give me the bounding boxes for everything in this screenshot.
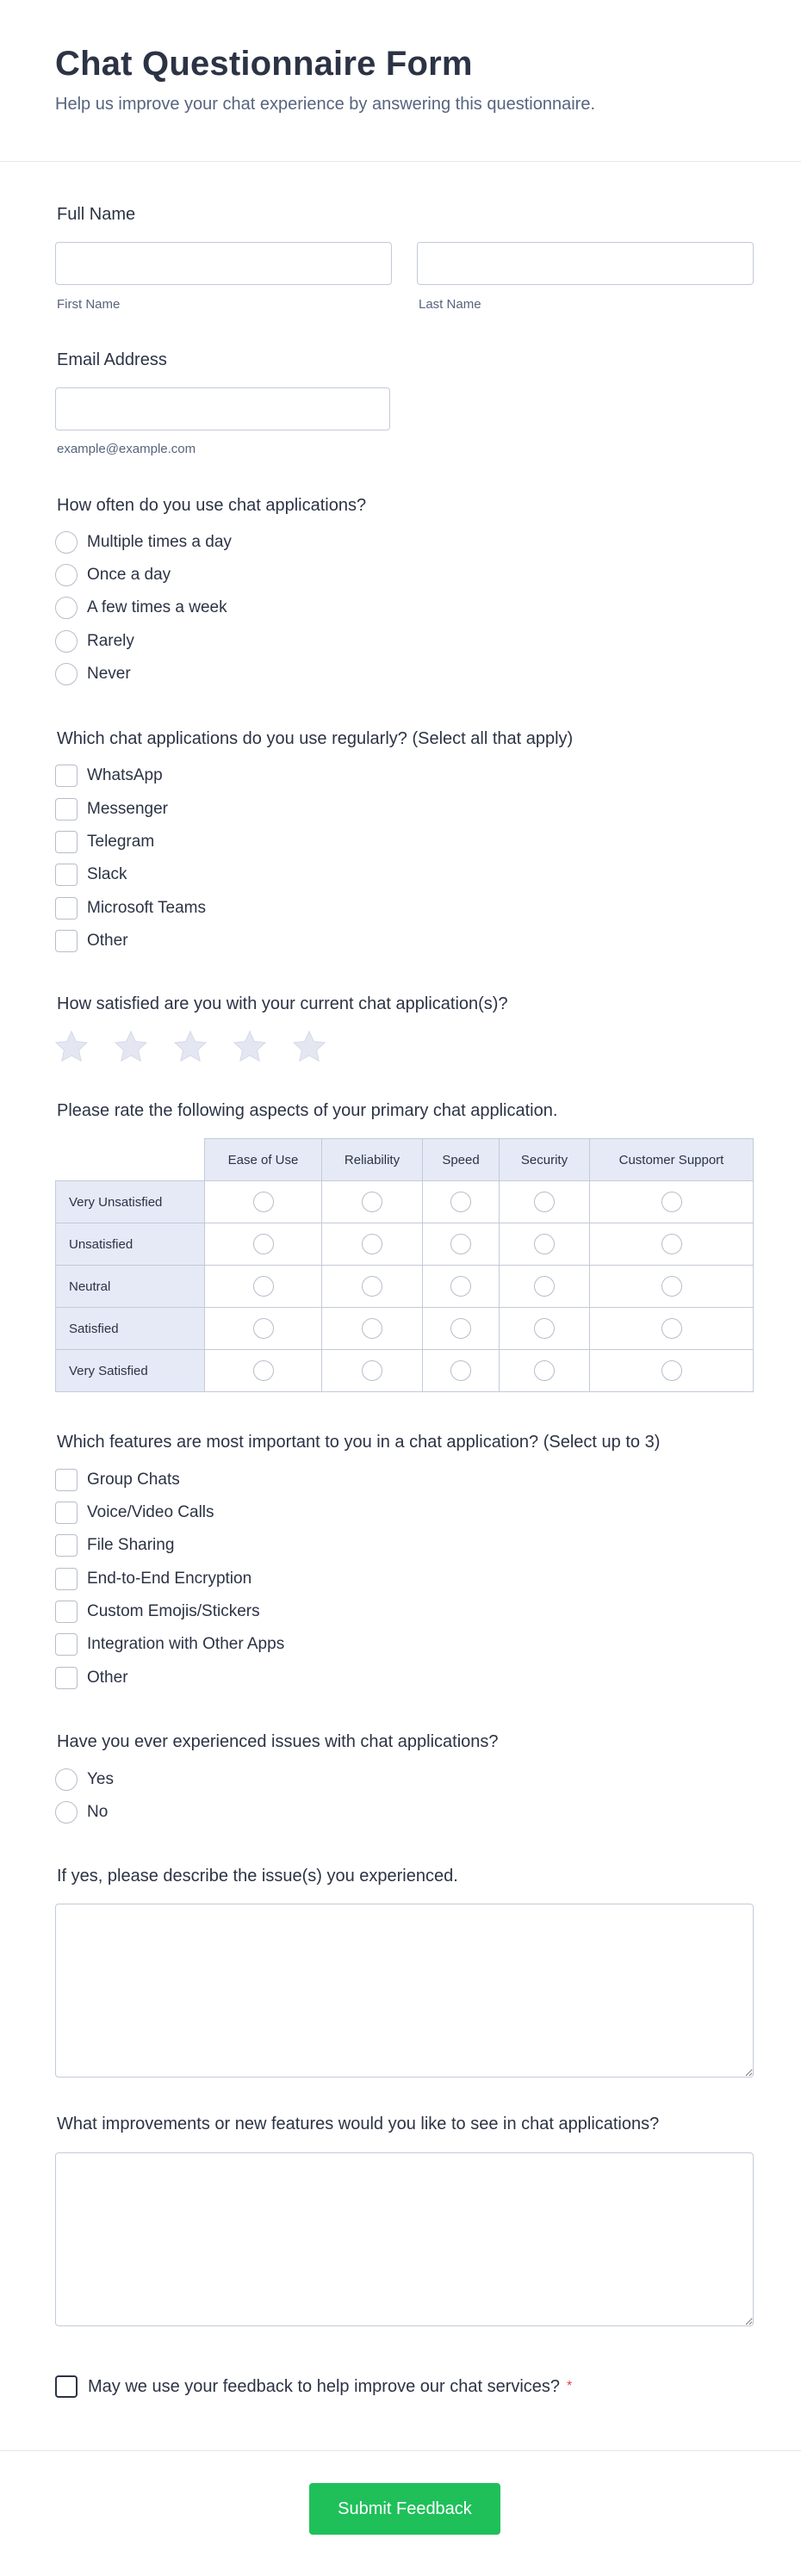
matrix-radio[interactable] [534, 1360, 555, 1381]
issue-description-textarea[interactable] [55, 1904, 754, 2078]
checkbox[interactable] [55, 765, 78, 787]
radio-button[interactable] [55, 597, 78, 619]
form-subtitle: Help us improve your chat experience by answering this questionnaire. [55, 95, 596, 114]
checkbox[interactable] [55, 1667, 78, 1689]
matrix-radio[interactable] [253, 1360, 274, 1381]
option-label: Telegram [87, 833, 155, 851]
rating-matrix [55, 1138, 754, 1392]
matrix-cell [590, 1266, 754, 1308]
matrix-cell [590, 1181, 754, 1223]
satisfaction-question: How satisfied are you with your current chat application(s)? [57, 994, 508, 1013]
matrix-cell [322, 1266, 423, 1308]
option-label: Once a day [87, 566, 171, 584]
option-label: WhatsApp [87, 766, 163, 784]
matrix-radio[interactable] [362, 1360, 382, 1381]
radio-button[interactable] [55, 1801, 78, 1824]
matrix-cell [423, 1181, 500, 1223]
radio-option[interactable] [55, 1768, 114, 1792]
option-label: End-to-End Encryption [87, 1570, 252, 1588]
radio-button[interactable] [55, 663, 78, 685]
matrix-header-row [56, 1139, 754, 1181]
matrix-radio[interactable] [253, 1192, 274, 1212]
matrix-row-header: Neutral [56, 1266, 205, 1308]
matrix-radio[interactable] [253, 1276, 274, 1297]
matrix-question: Please rate the following aspects of your primary chat application. [57, 1101, 558, 1120]
email-label: Email Address [57, 350, 167, 369]
matrix-radio[interactable] [450, 1318, 471, 1339]
issue-description-label: If yes, please describe the issue(s) you experienced. [57, 1867, 458, 1886]
matrix-cell [500, 1223, 590, 1266]
matrix-radio[interactable] [362, 1234, 382, 1254]
matrix-row-header: Satisfied [56, 1308, 205, 1350]
features-question: Which features are most important to you in a chat application? (Select up to 3) [57, 1433, 661, 1452]
matrix-radio[interactable] [534, 1192, 555, 1212]
checkbox-option[interactable] [55, 1632, 284, 1656]
matrix-cell [322, 1308, 423, 1350]
checkbox-option[interactable] [55, 1600, 260, 1624]
checkbox-option[interactable] [55, 1567, 251, 1591]
checkbox[interactable] [55, 864, 78, 886]
matrix-column-header: Speed [423, 1139, 500, 1181]
form-title: Chat Questionnaire Form [55, 45, 473, 83]
checkbox[interactable] [55, 1534, 78, 1557]
matrix-radio[interactable] [362, 1192, 382, 1212]
matrix-radio[interactable] [661, 1234, 682, 1254]
matrix-column-header: Customer Support [590, 1139, 754, 1181]
checkbox[interactable] [55, 1469, 78, 1491]
matrix-row [56, 1308, 754, 1350]
matrix-cell [423, 1223, 500, 1266]
option-label: Voice/Video Calls [87, 1503, 214, 1521]
radio-option[interactable] [55, 596, 227, 620]
checkbox-option[interactable] [55, 797, 168, 821]
matrix-radio[interactable] [362, 1276, 382, 1297]
matrix-cell [205, 1223, 322, 1266]
last-name-sublabel: Last Name [419, 297, 481, 312]
radio-button[interactable] [55, 564, 78, 586]
option-label: Never [87, 665, 131, 683]
matrix-radio[interactable] [253, 1318, 274, 1339]
radio-option[interactable] [55, 662, 131, 686]
star-icon[interactable] [54, 1030, 89, 1064]
matrix-cell [322, 1350, 423, 1392]
checkbox[interactable] [55, 1633, 78, 1656]
checkbox[interactable] [55, 1502, 78, 1524]
matrix-cell [205, 1266, 322, 1308]
matrix-cell [590, 1223, 754, 1266]
matrix-cell [500, 1266, 590, 1308]
checkbox[interactable] [55, 1568, 78, 1590]
option-label: File Sharing [87, 1536, 175, 1554]
radio-option[interactable] [55, 629, 134, 653]
improvements-label: What improvements or new features would you like to see in chat applications? [57, 2115, 660, 2133]
submit-button[interactable]: Submit Feedback [309, 2483, 500, 2535]
consent-checkbox[interactable] [55, 2375, 78, 2398]
matrix-cell [500, 1181, 590, 1223]
matrix-radio[interactable] [661, 1276, 682, 1297]
option-label: Microsoft Teams [87, 899, 206, 917]
star-icon[interactable] [292, 1030, 326, 1064]
matrix-cell [205, 1308, 322, 1350]
radio-option[interactable] [55, 530, 232, 554]
checkbox[interactable] [55, 930, 78, 952]
matrix-row [56, 1350, 754, 1392]
consent-label: May we use your feedback to help improve our chat services? [88, 2376, 561, 2396]
matrix-column-header: Reliability [322, 1139, 423, 1181]
matrix-row [56, 1181, 754, 1223]
matrix-cell [500, 1350, 590, 1392]
matrix-cell [500, 1308, 590, 1350]
matrix-cell [322, 1223, 423, 1266]
checkbox-option[interactable] [55, 1666, 128, 1690]
option-label: Other [87, 1669, 128, 1687]
matrix-radio[interactable] [534, 1318, 555, 1339]
matrix-cell [423, 1350, 500, 1392]
checkbox-option[interactable] [55, 929, 128, 953]
required-asterisk: * [567, 2379, 573, 2393]
option-label: Rarely [87, 632, 134, 650]
option-label: Multiple times a day [87, 533, 232, 551]
checkbox-option[interactable] [55, 830, 154, 854]
checkbox-option[interactable] [55, 764, 163, 788]
star-icon[interactable] [233, 1030, 267, 1064]
matrix-radio[interactable] [450, 1360, 471, 1381]
checkbox[interactable] [55, 831, 78, 853]
matrix-column-header: Security [500, 1139, 590, 1181]
footer-divider [0, 2450, 801, 2451]
matrix-row [56, 1266, 754, 1308]
checkbox-option[interactable] [55, 896, 206, 920]
matrix-cell [423, 1308, 500, 1350]
apps-question: Which chat applications do you use regularly? (Select all that apply) [57, 729, 574, 748]
matrix-radio[interactable] [661, 1192, 682, 1212]
option-label: Yes [87, 1770, 114, 1788]
matrix-radio[interactable] [450, 1192, 471, 1212]
option-label: Integration with Other Apps [87, 1635, 285, 1653]
radio-button[interactable] [55, 630, 78, 653]
star-icon[interactable] [173, 1030, 208, 1064]
consent-option[interactable] [55, 2375, 572, 2399]
checkbox-option[interactable] [55, 1501, 214, 1525]
first-name-sublabel: First Name [57, 297, 121, 312]
radio-button[interactable] [55, 1768, 78, 1791]
email-input[interactable] [55, 387, 390, 430]
matrix-cell [590, 1350, 754, 1392]
matrix-cell [205, 1350, 322, 1392]
matrix-radio[interactable] [534, 1276, 555, 1297]
email-sublabel: example@example.com [57, 442, 196, 456]
checkbox-option[interactable] [55, 1533, 174, 1557]
last-name-input[interactable] [417, 242, 754, 285]
first-name-input[interactable] [55, 242, 392, 285]
matrix-radio[interactable] [661, 1318, 682, 1339]
checkbox-option[interactable] [55, 863, 127, 887]
option-label: A few times a week [87, 598, 227, 616]
matrix-cell [590, 1308, 754, 1350]
option-label: Group Chats [87, 1471, 180, 1489]
checkbox[interactable] [55, 897, 78, 920]
option-label: Other [87, 932, 128, 950]
checkbox[interactable] [55, 798, 78, 820]
star-icon[interactable] [114, 1030, 148, 1064]
matrix-radio[interactable] [661, 1360, 682, 1381]
form-header [0, 0, 801, 162]
option-label: Messenger [87, 800, 168, 818]
matrix-cell [322, 1181, 423, 1223]
matrix-row-header: Unsatisfied [56, 1223, 205, 1266]
matrix-radio[interactable] [450, 1276, 471, 1297]
matrix-cell [423, 1266, 500, 1308]
option-label: No [87, 1803, 109, 1821]
radio-button[interactable] [55, 531, 78, 554]
matrix-row-header: Very Satisfied [56, 1350, 205, 1392]
matrix-corner [56, 1139, 205, 1181]
matrix-column-header: Ease of Use [205, 1139, 322, 1181]
radio-option[interactable] [55, 563, 171, 587]
matrix-radio[interactable] [362, 1318, 382, 1339]
matrix-row [56, 1223, 754, 1266]
checkbox[interactable] [55, 1601, 78, 1623]
option-label: Custom Emojis/Stickers [87, 1602, 260, 1620]
radio-option[interactable] [55, 1800, 108, 1824]
matrix-row-header: Very Unsatisfied [56, 1181, 205, 1223]
issues-question: Have you ever experienced issues with chat applications? [57, 1732, 499, 1751]
matrix-cell [205, 1181, 322, 1223]
matrix-radio[interactable] [450, 1234, 471, 1254]
improvements-textarea[interactable] [55, 2152, 754, 2326]
option-label: Slack [87, 865, 127, 883]
matrix-radio[interactable] [253, 1234, 274, 1254]
checkbox-option[interactable] [55, 1468, 180, 1492]
frequency-question: How often do you use chat applications? [57, 496, 367, 515]
full-name-label: Full Name [57, 205, 136, 224]
matrix-radio[interactable] [534, 1234, 555, 1254]
